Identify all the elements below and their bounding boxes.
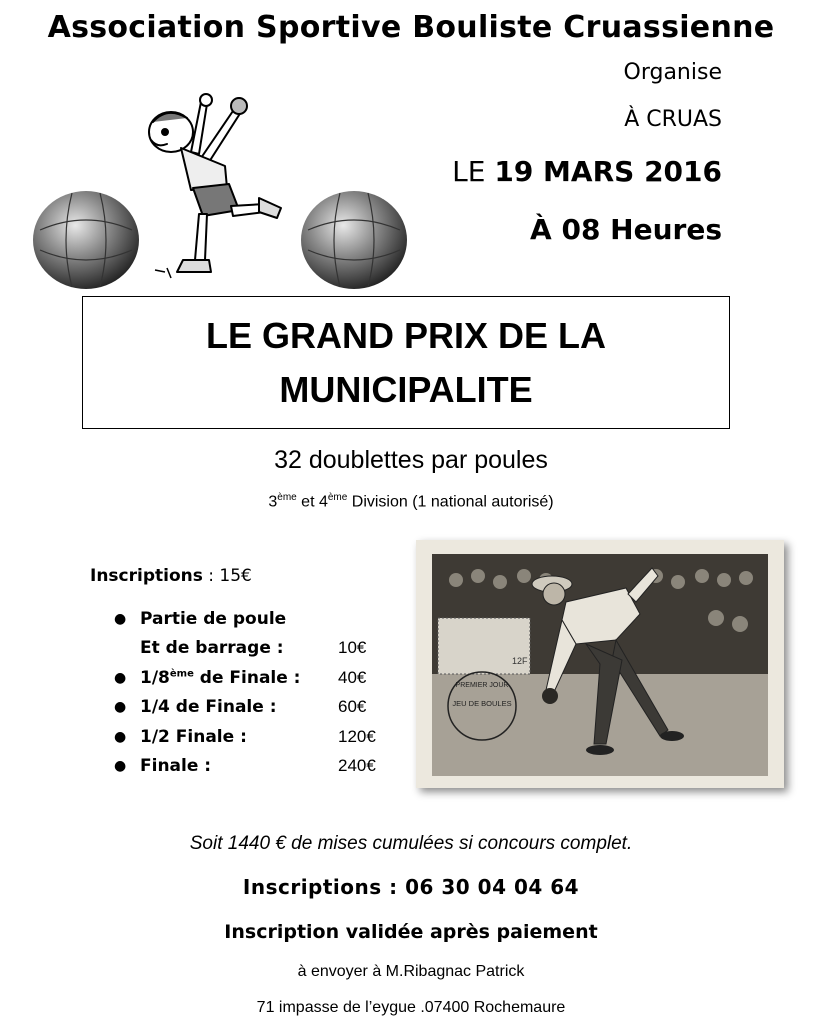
cartoon-player-illustration bbox=[135, 92, 285, 284]
prize-amount: 60€ bbox=[338, 697, 367, 717]
prize-label bbox=[140, 668, 300, 688]
event-title-line2: MUNICIPALITE bbox=[279, 368, 533, 410]
inscription-fee bbox=[90, 566, 252, 586]
division-text bbox=[0, 492, 822, 511]
prize-label: Finale : bbox=[140, 756, 212, 777]
bullet-icon: ● bbox=[114, 669, 127, 686]
bullet-icon: ● bbox=[114, 610, 127, 627]
division-a: 3 bbox=[268, 493, 278, 511]
division-rest: Division (1 national autorisé) bbox=[347, 493, 554, 511]
prize-amount: 240€ bbox=[338, 756, 376, 776]
bullet-icon: ● bbox=[114, 758, 127, 775]
stamp-text: JEU DE BOULES bbox=[452, 699, 512, 708]
date-value: 19 MARS 2016 bbox=[494, 155, 722, 188]
payment-validation-text: Inscription validée après paiement bbox=[224, 921, 598, 943]
prize-amount: 10€ bbox=[338, 638, 367, 658]
event-time: À 08 Heures bbox=[530, 213, 722, 246]
phone-registration: Inscriptions : 06 30 04 04 64 bbox=[242, 875, 580, 899]
event-date bbox=[452, 155, 722, 188]
location-text: À CRUAS bbox=[624, 107, 722, 132]
date-prefix: LE bbox=[452, 155, 486, 188]
inscription-label: Inscriptions bbox=[90, 566, 203, 586]
organise-text: Organise bbox=[623, 60, 722, 85]
event-subtitle: 32 doublettes par poules bbox=[274, 446, 548, 474]
inscription-value: : 15€ bbox=[202, 566, 252, 586]
total-stakes-text: Soit 1440 € de mises cumulées si concours complet. bbox=[189, 833, 633, 854]
prize-label-post: de Finale : bbox=[193, 667, 301, 688]
stamp-price: 12F bbox=[512, 656, 528, 666]
address-text: 71 impasse de l’eygue .07400 Rochemaure bbox=[256, 999, 566, 1016]
prize-amount: 120€ bbox=[338, 726, 376, 746]
prize-amount: 40€ bbox=[338, 667, 367, 687]
prize-label: Et de barrage : bbox=[140, 638, 284, 659]
division-b: et 4 bbox=[296, 493, 328, 511]
prize-label-pre: 1/8 bbox=[140, 667, 170, 688]
event-title-box bbox=[82, 296, 730, 429]
prize-label: Partie de poule bbox=[140, 608, 287, 629]
division-b-sup: ème bbox=[327, 492, 348, 503]
vintage-petanque-photo bbox=[416, 540, 784, 788]
association-title: Association Sportive Bouliste Cruassienne bbox=[47, 10, 775, 45]
bullet-icon: ● bbox=[114, 728, 127, 745]
prize-label-sup: ème bbox=[169, 668, 194, 680]
event-title-line1: LE GRAND PRIX DE LA bbox=[205, 314, 607, 356]
petanque-ball-right bbox=[300, 190, 408, 290]
bullet-icon: ● bbox=[114, 699, 127, 716]
prize-label: 1/2 Finale : bbox=[140, 726, 247, 747]
postmark-top: PREMIER JOUR bbox=[455, 682, 509, 689]
division-a-sup: ème bbox=[277, 492, 297, 503]
send-to-text: à envoyer à M.Ribagnac Patrick bbox=[297, 963, 525, 980]
prize-label: 1/4 de Finale : bbox=[140, 697, 277, 718]
petanque-ball-left bbox=[32, 190, 140, 290]
